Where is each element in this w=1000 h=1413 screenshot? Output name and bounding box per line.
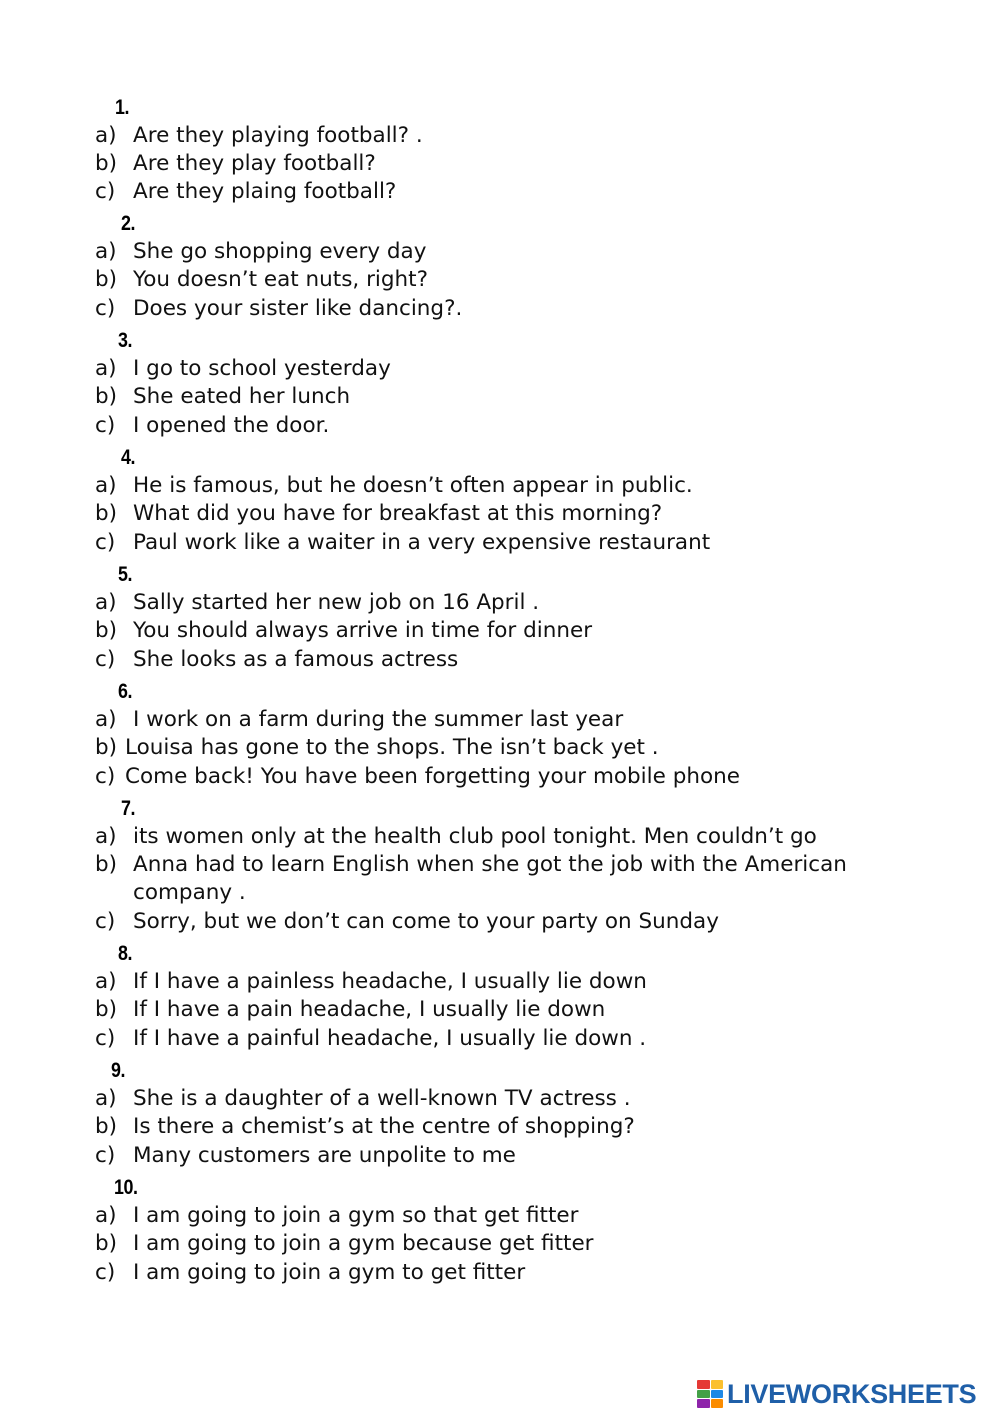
option-6b[interactable] (95, 734, 659, 762)
option-text: Are they play football? (133, 151, 376, 176)
question-number: 2. (121, 212, 136, 235)
option-1b[interactable] (95, 150, 376, 178)
option-text: Sorry, but we don’t can come to your party on Sunday (133, 909, 719, 934)
option-3a[interactable] (95, 355, 391, 383)
option-7c[interactable] (95, 908, 719, 936)
option-8a[interactable] (95, 968, 647, 996)
option-text: I am going to join a gym because get fitter (133, 1231, 594, 1256)
option-text: Is there a chemist’s at the centre of shopping? (133, 1114, 635, 1139)
option-text: What did you have for breakfast at this morning? (133, 501, 663, 526)
option-text: Anna had to learn English when she got the job with the American (133, 852, 847, 877)
option-text: Are they plaing football? (133, 179, 397, 204)
option-letter: c) (95, 179, 116, 204)
option-letter: a) (95, 1086, 117, 1111)
option-9c[interactable] (95, 1142, 516, 1170)
option-5b[interactable] (95, 617, 592, 645)
question-number: 10. (114, 1176, 138, 1199)
option-text: Sally started her new job on 16 April . (133, 590, 540, 615)
option-4b[interactable] (95, 500, 662, 528)
option-9b[interactable] (95, 1113, 635, 1141)
option-letter: b) (95, 997, 118, 1022)
option-10a[interactable] (95, 1202, 578, 1230)
option-letter: b) (95, 384, 118, 409)
option-letter: c) (95, 1026, 116, 1051)
option-text: She go shopping every day (133, 239, 427, 264)
option-1a[interactable] (95, 122, 423, 150)
option-letter: c) (95, 1260, 116, 1285)
option-text: Many customers are unpolite to me (133, 1143, 516, 1168)
option-6a[interactable] (95, 706, 623, 734)
option-1c[interactable] (95, 178, 396, 206)
option-text: I am going to join a gym to get fitter (133, 1260, 526, 1285)
option-text: If I have a painful headache, I usually lie down . (133, 1026, 647, 1051)
option-7b[interactable] (95, 851, 847, 879)
option-letter: a) (95, 969, 117, 994)
option-letter: b) (95, 1231, 118, 1256)
option-text: I work on a farm during the summer last year (133, 707, 624, 732)
option-10c[interactable] (95, 1259, 525, 1287)
option-letter: b) (95, 1114, 118, 1139)
option-letter: c) (95, 296, 116, 321)
option-text: You should always arrive in time for dinner (133, 618, 593, 643)
option-letter: a) (95, 1203, 117, 1228)
option-letter: a) (95, 824, 117, 849)
option-text: He is famous, but he doesn’t often appear in public. (133, 473, 693, 498)
question-number: 8. (118, 942, 133, 965)
option-7a[interactable] (95, 823, 817, 851)
option-letter: c) (95, 530, 116, 555)
option-letter: c) (95, 1143, 116, 1168)
option-text: She is a daughter of a well-known TV actress . (133, 1086, 631, 1111)
option-letter: a) (95, 239, 117, 264)
option-letter: b) (95, 151, 118, 176)
option-text: You doesn’t eat nuts, right? (133, 267, 428, 292)
option-text: She looks as a famous actress (133, 647, 459, 672)
option-9a[interactable] (95, 1085, 631, 1113)
brand-name: LIVEWORKSHEETS (727, 1378, 977, 1409)
option-letter: b) (95, 618, 118, 643)
option-10b[interactable] (95, 1230, 594, 1258)
option-text: I am going to join a gym so that get fitter (133, 1203, 579, 1228)
option-8c[interactable] (95, 1025, 646, 1053)
option-text: Louisa has gone to the shops. The isn’t back yet . (125, 735, 659, 760)
option-4c[interactable] (95, 529, 710, 557)
option-text: its women only at the health club pool tonight. Men couldn’t go (133, 824, 817, 849)
option-letter: a) (95, 356, 117, 381)
question-number: 6. (118, 680, 133, 703)
option-text: I go to school yesterday (133, 356, 391, 381)
option-3b[interactable] (95, 383, 350, 411)
option-8b[interactable] (95, 996, 605, 1024)
question-number: 3. (118, 329, 133, 352)
option-2c[interactable] (95, 295, 462, 323)
option-text: Come back! You have been forgetting your mobile phone (125, 764, 740, 789)
option-5c[interactable] (95, 646, 458, 674)
option-text: If I have a painless headache, I usually lie down (133, 969, 647, 994)
option-3c[interactable] (95, 412, 329, 440)
option-6c[interactable] (95, 763, 740, 791)
option-letter: a) (95, 473, 117, 498)
option-4a[interactable] (95, 472, 693, 500)
liveworksheets-logo-icon (697, 1380, 723, 1408)
option-letter: a) (95, 590, 117, 615)
question-number: 4. (121, 446, 136, 469)
option-letter: b) (95, 267, 118, 292)
option-text: If I have a pain headache, I usually lie down (133, 997, 606, 1022)
option-letter: c) (95, 909, 116, 934)
question-number: 1. (115, 96, 130, 119)
liveworksheets-brand[interactable] (697, 1377, 976, 1411)
question-number: 9. (111, 1059, 126, 1082)
option-letter: c) (95, 764, 116, 789)
option-letter: b) (95, 501, 118, 526)
option-text: She eated her lunch (133, 384, 351, 409)
option-2a[interactable] (95, 238, 426, 266)
option-2b[interactable] (95, 266, 428, 294)
option-letter: a) (95, 707, 117, 732)
option-7b-continuation: company . (133, 880, 246, 905)
option-letter: c) (95, 647, 116, 672)
option-letter: c) (95, 413, 116, 438)
option-5a[interactable] (95, 589, 539, 617)
option-letter: b) (95, 735, 118, 760)
option-letter: a) (95, 123, 117, 148)
option-letter: b) (95, 852, 118, 877)
question-number: 5. (118, 563, 133, 586)
question-number: 7. (121, 797, 136, 820)
option-text: I opened the door. (133, 413, 330, 438)
option-text: Does your sister like dancing?. (133, 296, 463, 321)
option-text: Paul work like a waiter in a very expensive restaurant (133, 530, 711, 555)
option-text: Are they playing football? . (133, 123, 423, 148)
